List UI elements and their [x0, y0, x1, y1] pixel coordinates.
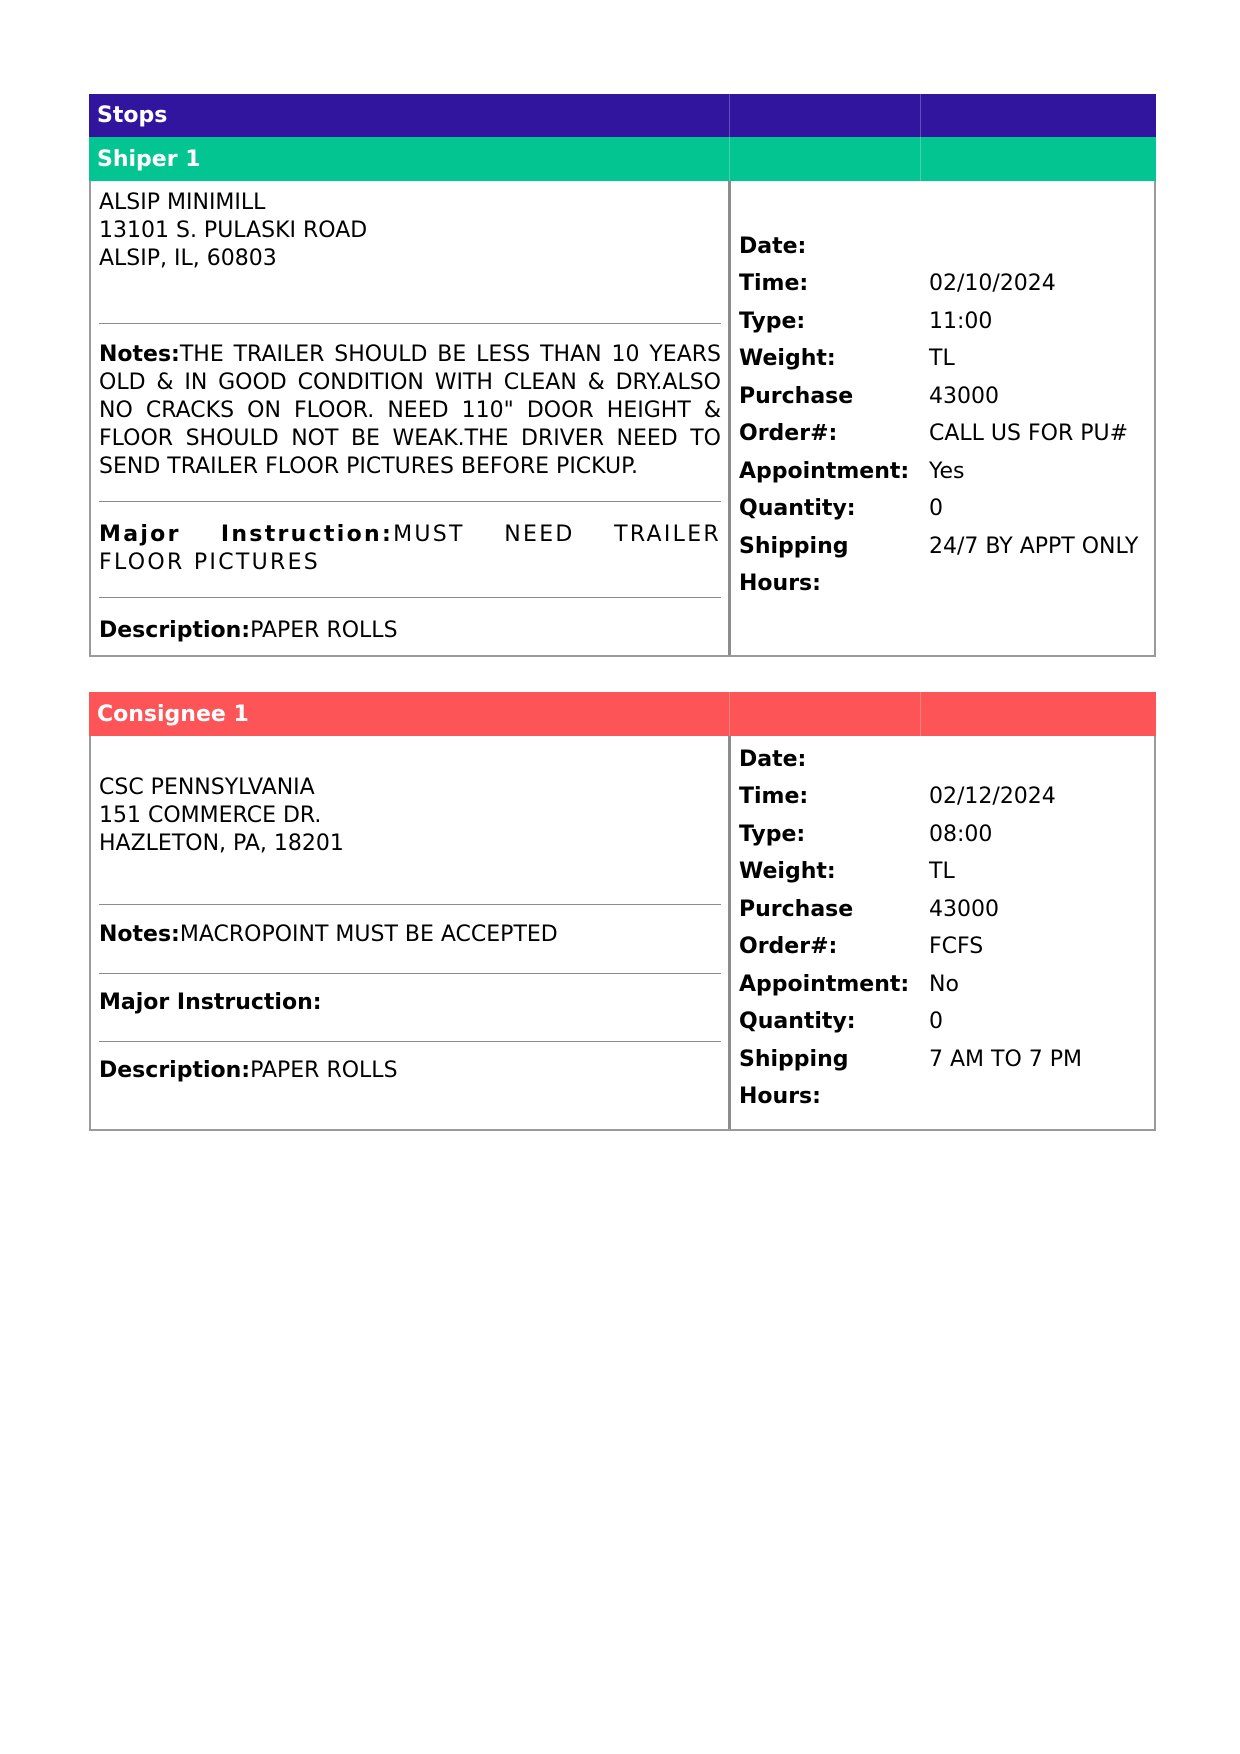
description-label: Description: [99, 1058, 251, 1083]
quantity-label: Quantity: [739, 496, 856, 521]
shipper-description [99, 617, 721, 645]
purchase-value: 43000 [929, 897, 999, 922]
consignee-description [99, 1057, 721, 1085]
shipping-hours-value: 24/7 BY APPT ONLY [929, 534, 1139, 559]
time-value-date: 02/12/2024 [929, 784, 1056, 809]
weight-label: Weight: [739, 346, 836, 371]
type-label: Type: [739, 822, 806, 847]
shipper-major-instruction [99, 521, 721, 577]
stops-header [89, 94, 1156, 137]
consignee-major-instruction [99, 989, 721, 1017]
address-line: CSC PENNSYLVANIA [99, 775, 315, 800]
shipping-label: Shipping [739, 1047, 849, 1072]
purchase-value: 43000 [929, 384, 999, 409]
date-label: Date: [739, 747, 807, 772]
order-value: CALL US FOR PU# [929, 421, 1129, 446]
consignee-header [89, 692, 1156, 736]
notes-text: THE TRAILER SHOULD BE LESS THAN 10 YEARS OLD & IN GOOD CONDITION WITH CLEAN & DRY.ALSO NO CRACKS ON FLOOR. NEED 110" DOOR HEIGHT & FLOOR SHOULD NOT BE WEAK.THE DRIVER NEED TO SEND TRAILER FLOOR PICTURES BEFORE PICKUP. [99, 342, 721, 479]
consignee-title: Consignee 1 [97, 701, 249, 727]
shipper-body [89, 181, 1156, 657]
order-label: Order#: [739, 934, 838, 959]
consignee-section [89, 692, 1156, 1131]
order-label: Order#: [739, 421, 838, 446]
purchase-label: Purchase [739, 384, 854, 409]
shipping-hours-value: 7 AM TO 7 PM [929, 1047, 1083, 1072]
address-line: HAZLETON, PA, 18201 [99, 831, 344, 856]
shipper-header [89, 137, 1156, 181]
consignee-address [99, 774, 721, 858]
time-label: Time: [739, 271, 809, 296]
weight-value-type: TL [929, 346, 955, 371]
appointment-label: Appointment: [739, 459, 910, 484]
type-label: Type: [739, 309, 806, 334]
hours-label: Hours: [739, 1084, 821, 1109]
notes-text: MACROPOINT MUST BE ACCEPTED [179, 922, 558, 947]
major-text: MUST NEED TRAILER FLOOR PICTURES [99, 522, 721, 575]
appointment-value: No [929, 972, 959, 997]
shipper-notes [99, 341, 721, 481]
quantity-label: Quantity: [739, 1009, 856, 1034]
address-line: ALSIP, IL, 60803 [99, 246, 277, 271]
type-value-time: 08:00 [929, 822, 993, 847]
description-text: PAPER ROLLS [250, 1058, 398, 1083]
type-value-time: 11:00 [929, 309, 993, 334]
order-value: FCFS [929, 934, 984, 959]
major-label: Major Instruction: [99, 990, 322, 1015]
consignee-notes [99, 921, 721, 949]
shipping-label: Shipping [739, 534, 849, 559]
purchase-label: Purchase [739, 897, 854, 922]
quantity-value: 0 [929, 1009, 943, 1034]
shipper-title: Shiper 1 [97, 146, 201, 172]
weight-label: Weight: [739, 859, 836, 884]
stops-title: Stops [97, 103, 168, 128]
description-text: PAPER ROLLS [250, 618, 398, 643]
shipper-section [89, 94, 1156, 657]
notes-label: Notes: [99, 922, 180, 947]
address-line: 13101 S. PULASKI ROAD [99, 218, 368, 243]
description-label: Description: [99, 618, 251, 643]
time-value-date: 02/10/2024 [929, 271, 1056, 296]
appointment-label: Appointment: [739, 972, 910, 997]
time-label: Time: [739, 784, 809, 809]
quantity-value: 0 [929, 496, 943, 521]
major-label: Major Instruction: [99, 522, 394, 547]
consignee-body [89, 736, 1156, 1131]
weight-value-type: TL [929, 859, 955, 884]
appointment-value: Yes [929, 459, 965, 484]
date-label: Date: [739, 234, 807, 259]
notes-label: Notes: [99, 342, 180, 367]
address-line: ALSIP MINIMILL [99, 190, 266, 215]
hours-label: Hours: [739, 571, 821, 596]
shipper-address [99, 189, 721, 273]
address-line: 151 COMMERCE DR. [99, 803, 322, 828]
